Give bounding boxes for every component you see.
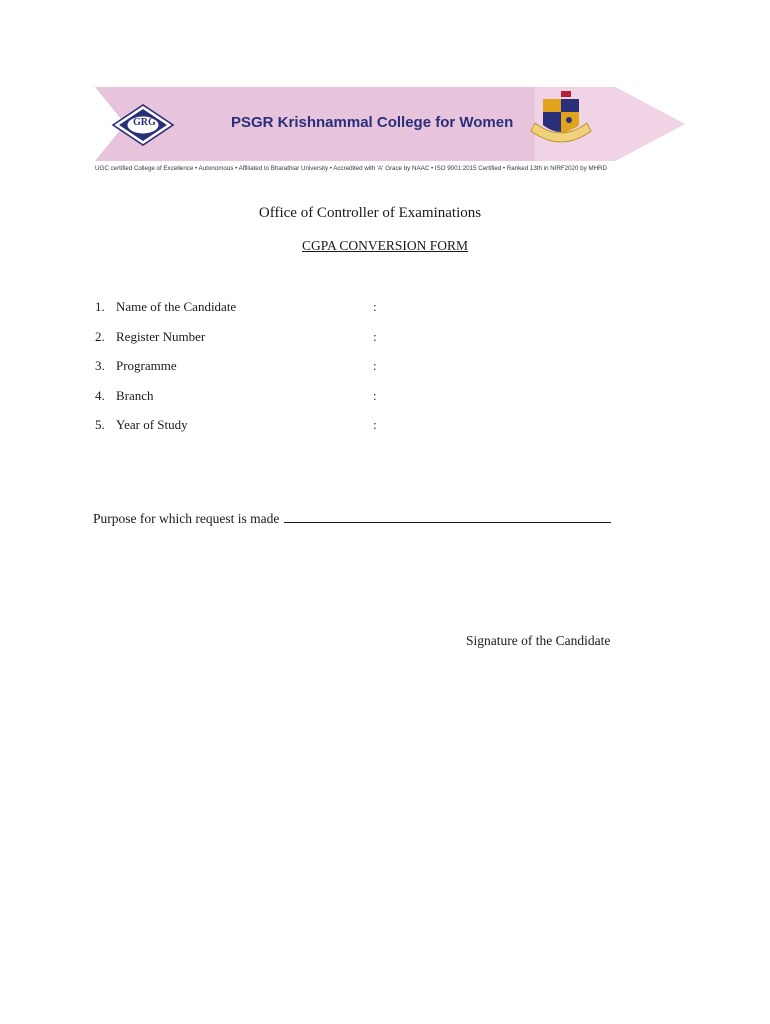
field-number: 1. — [95, 299, 105, 314]
form-title: CGPA CONVERSION FORM — [301, 238, 469, 253]
field-label: Name of the Candidate — [116, 299, 237, 314]
college-banner — [95, 87, 685, 161]
logo-text: GRG — [133, 117, 156, 128]
purpose-row — [93, 509, 611, 527]
purpose-input-line[interactable] — [284, 509, 611, 523]
purpose-label: Purpose for which request is made — [93, 511, 280, 526]
field-label: Programme — [116, 358, 177, 373]
office-title: Office of Controller of Examinations — [258, 205, 482, 221]
field-colon: : — [373, 387, 377, 403]
field-colon: : — [373, 328, 377, 344]
field-label: Branch — [116, 387, 154, 403]
field-label: Register Number — [116, 328, 206, 344]
field-number: 5. — [95, 417, 105, 432]
college-name: PSGR Krishnammal College for Women — [231, 114, 514, 131]
field-number: 4. — [95, 387, 105, 403]
signature-label: Signature of the Candidate — [466, 633, 611, 648]
field-colon: : — [373, 417, 377, 432]
field-number: 2. — [95, 328, 105, 344]
field-colon: : — [373, 358, 377, 373]
field-label: Year of Study — [116, 417, 188, 432]
field-number: 3. — [95, 358, 105, 373]
college-tagline: UGC certified College of Excellence • Autonomous • Affiliated to Bharathiar University • Accredited with 'A' Grace by NAAC • ISO 9001:2015 Certified • Ranked 13th in NIRF2020 by MHRD — [95, 165, 608, 172]
field-colon: : — [373, 299, 377, 314]
